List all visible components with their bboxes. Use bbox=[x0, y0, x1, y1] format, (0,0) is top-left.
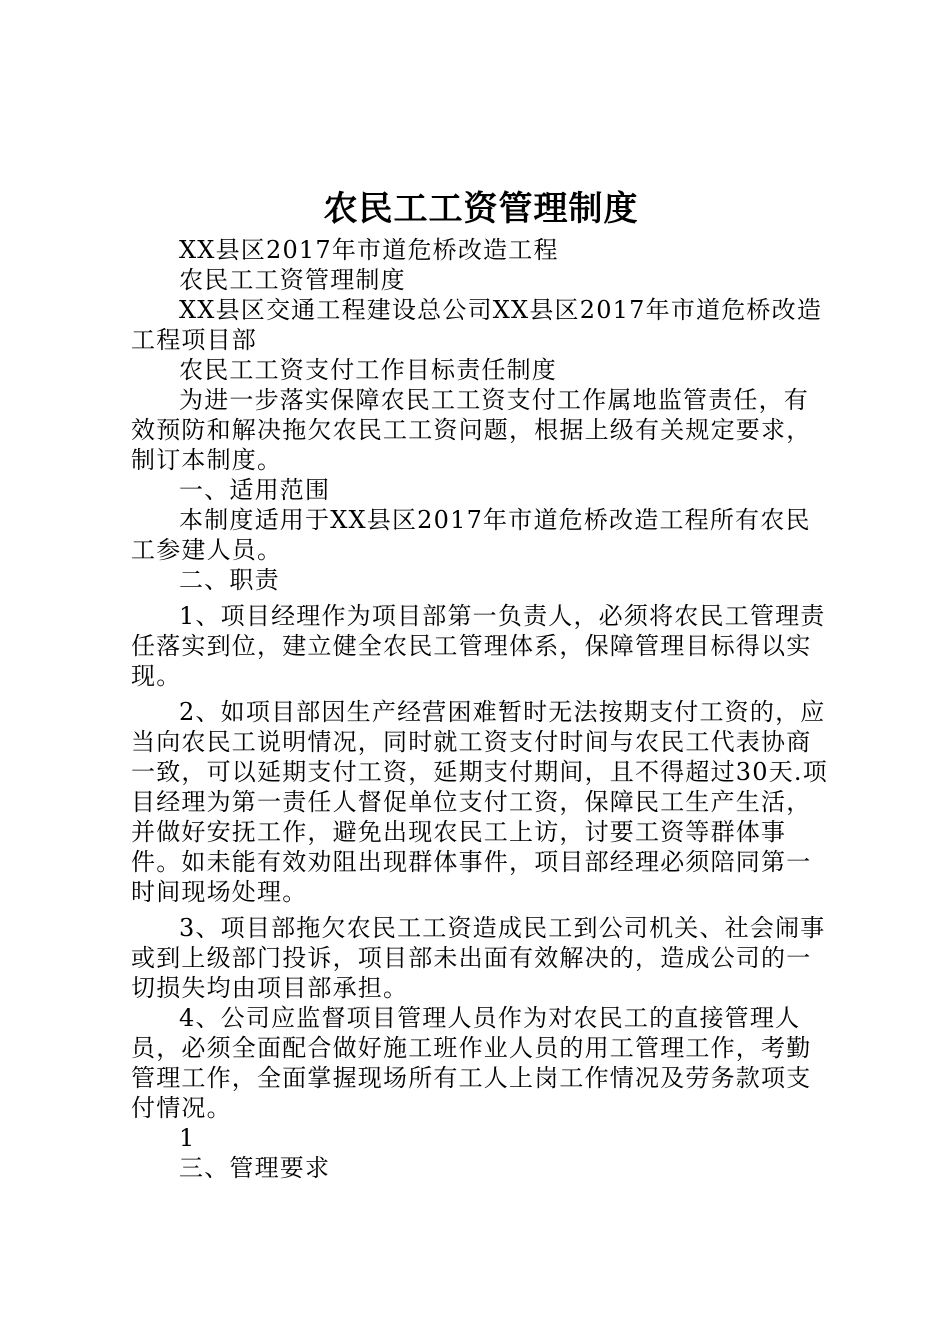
page-number: 1 bbox=[179, 1124, 195, 1152]
organization: XX县区交通工程建设总公司XX县区2017年市道危桥改造工程项目部 bbox=[131, 296, 823, 354]
project-name: XX县区2017年市道危桥改造工程 bbox=[179, 236, 559, 264]
section-heading-scope: 一、适用范围 bbox=[179, 476, 331, 504]
subtitle: 农民工工资管理制度 bbox=[179, 266, 406, 294]
section-heading-management: 三、管理要求 bbox=[179, 1154, 331, 1182]
duty-item-1: 1、项目经理作为项目部第一负责人，必须将农民工管理责任落实到位，建立健全农民工管理体系，保障管理目标得以实现。 bbox=[131, 602, 826, 690]
duty-item-2: 2、如项目部因生产经营困难暂时无法按期支付工资的，应当向农民工说明情况，同时就工资支付时间与农民工代表协商一致，可以延期支付工资，延期支付期间，且不得超过30天.项目经理为第一责任人督促单位支付工资，保障民工生产生活，并做好安抚工作，避免出现农民工上访，讨要工资等群体事件。如未能有效劝阻出现群体事件，项目部经理必须陪同第一时间现场处理。 bbox=[131, 698, 828, 906]
document-title: 农民工工资管理制度 bbox=[323, 189, 639, 229]
duty-item-3: 3、项目部拖欠农民工工资造成民工到公司机关、社会闹事或到上级部门投诉，项目部未出面有效解决的，造成公司的一切损失均由项目部承担。 bbox=[131, 914, 826, 1002]
duty-item-4: 4、公司应监督项目管理人员作为对农民工的直接管理人员，必须全面配合做好施工班作业人员的用工管理工作，考勤管理工作，全面掌握现场所有工人上岗工作情况及劳务款项支付情况。 bbox=[131, 1004, 812, 1122]
section-heading-duties: 二、职责 bbox=[179, 566, 280, 594]
scope-paragraph: 本制度适用于XX县区2017年市道危桥改造工程所有农民工参建人员。 bbox=[131, 506, 811, 564]
section-heading-responsibility-system: 农民工工资支付工作目标责任制度 bbox=[179, 356, 557, 384]
document-page bbox=[131, 185, 831, 1183]
intro-paragraph: 为进一步落实保障农民工工资支付工作属地监管责任，有效预防和解决拖欠农民工工资问题，根据上级有关规定要求，制订本制度。 bbox=[131, 386, 812, 474]
